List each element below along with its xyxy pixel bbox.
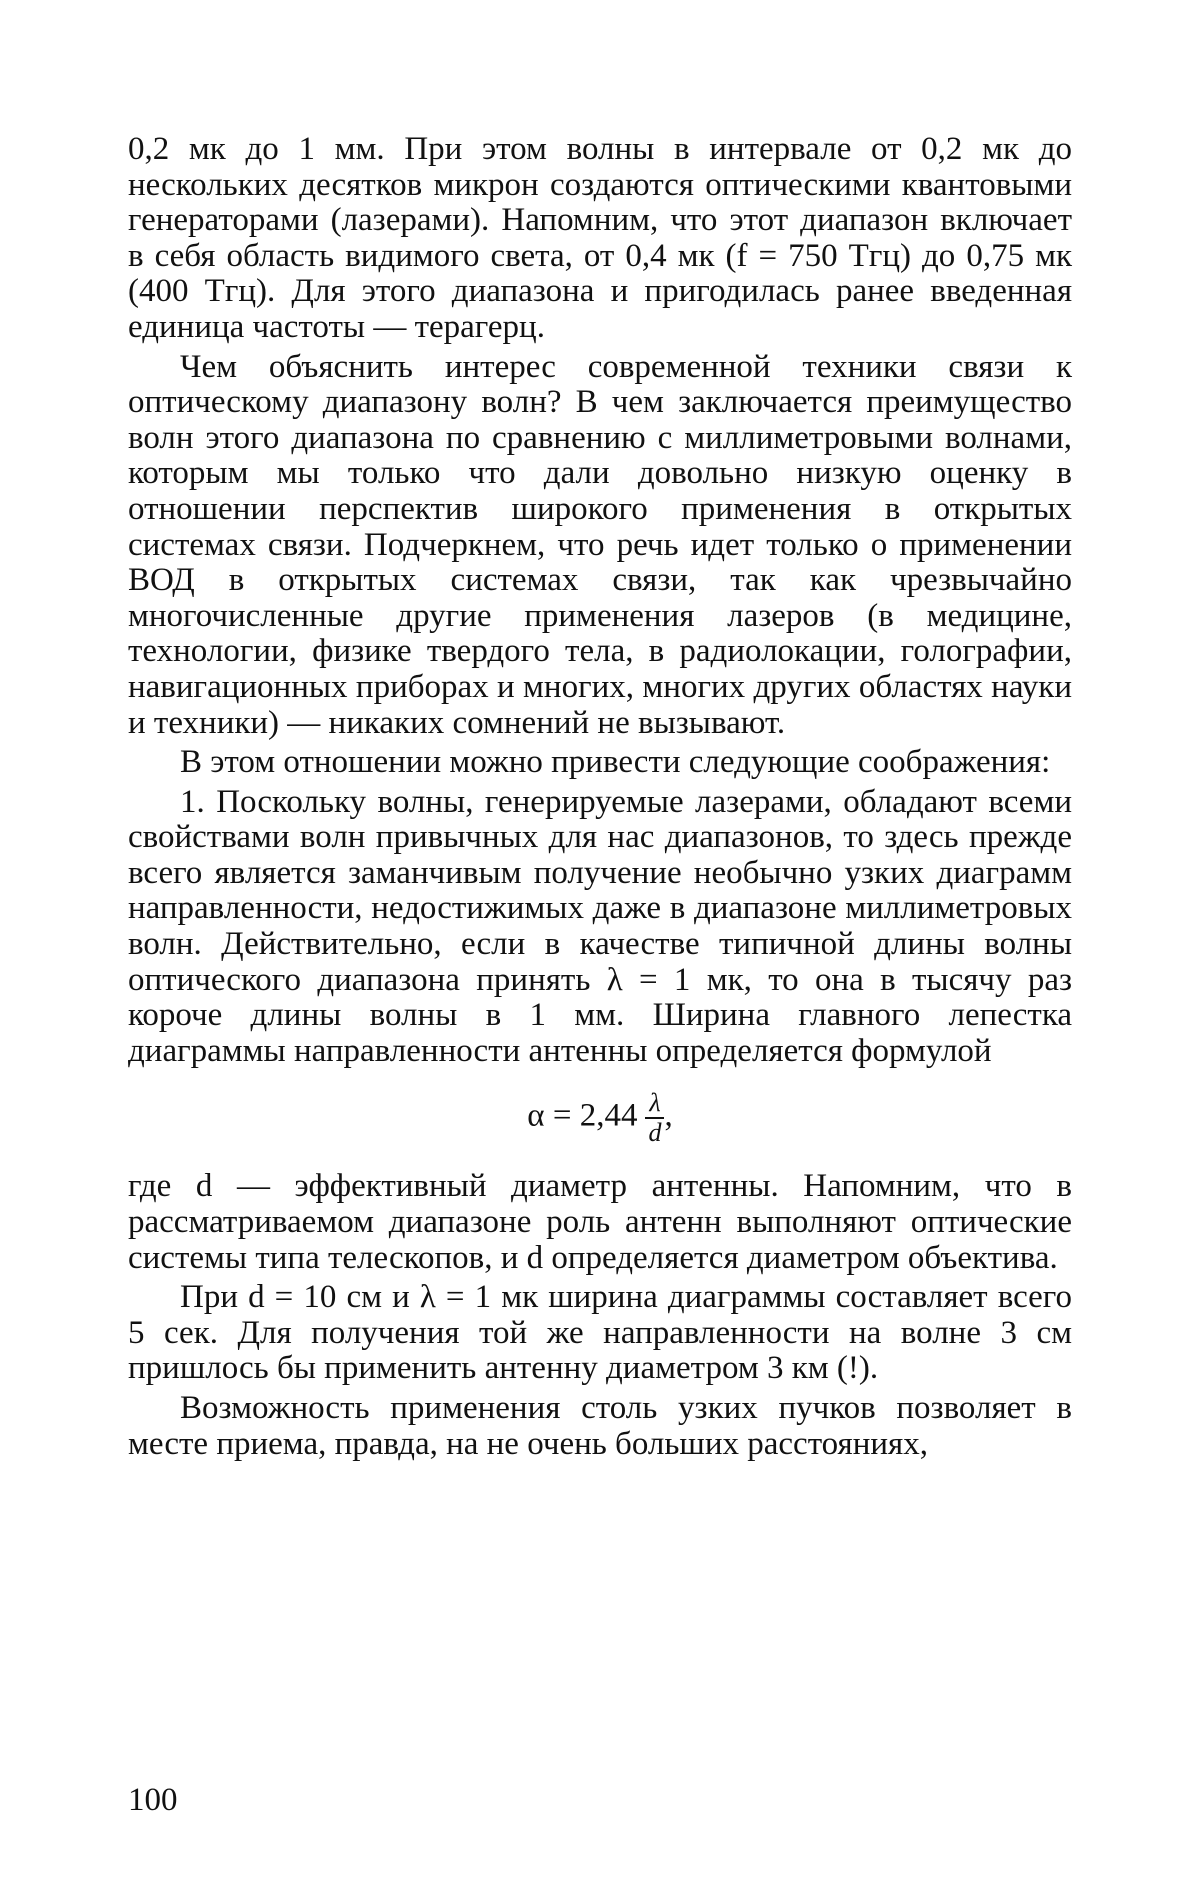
formula-lhs: α = 2,44 (527, 1098, 638, 1135)
page-number: 100 (128, 1782, 178, 1818)
paragraph-2: Чем объяснить интерес современной техники связи к оптическому диапазону волн? В чем заключается преимущество волн этого диапазона по сравнению с миллиметровыми волнами, которым мы только что дали довольно низкую оценку в отношении перспектив широкого применения в открытых системах связи. Подчеркнем, что речь идет только о применении ВОД в открытых системах связи, так как чрезвычайно многочисленные другие применения лазеров (в медицине, технологии, физике твердого тела, в радиолокации, голографии, навигационных приборах и многих, многих других областях науки и техники) — никаких сомнений не вызывают. (128, 348, 1072, 741)
paragraph-4: 1. Поскольку волны, генерируемые лазерами, обладают всеми свойствами волн привычных для нас диапазонов, то здесь прежде всего является заманчивым получение необычно узких диаграмм направленности, недостижимых даже в диапазоне миллиметровых волн. Действительно, если в качестве типичной длины волны оптического диапазона принять λ = 1 мк, то она в тысячу раз короче длины волны в 1 мм. Ширина главного лепестка диаграммы направленности антенны определяется формулой (128, 783, 1072, 1069)
formula-denominator: d (648, 1118, 662, 1148)
paragraph-1: 0,2 мк до 1 мм. При этом волны в интервале от 0,2 мк до нескольких десятков микрон создаются оптическими квантовыми генераторами (лазерами). Напомним, что этот диапазон включает в себя область видимого света, от 0,4 мк (f = 750 Тгц) до 0,75 мк (400 Тгц). Для этого диапазона и пригодилась ранее введенная единица частоты — терагерц. (128, 131, 1072, 345)
formula-trailing: , (664, 1098, 673, 1135)
paragraph-7: Возможность применения столь узких пучков позволяет в месте приема, правда, на не очень больших расстояниях, (128, 1390, 1072, 1462)
paragraph-6: При d = 10 см и λ = 1 мк ширина диаграммы составляет всего 5 сек. Для получения той же направленности на волне 3 см пришлось бы применить антенну диаметром 3 км (!). (128, 1279, 1072, 1387)
paragraph-5: где d — эффективный диаметр антенны. Напомним, что в рассматриваемом диапазоне роль антенн выполняют оптические системы типа телескопов, и d определяется диаметром объектива. (128, 1168, 1072, 1276)
formula (128, 1089, 1072, 1147)
formula-numerator: λ (645, 1089, 664, 1119)
page-body (128, 132, 1072, 1466)
formula-fraction (645, 1089, 664, 1147)
paragraph-3: В этом отношении можно привести следующие соображения: (180, 744, 1051, 781)
